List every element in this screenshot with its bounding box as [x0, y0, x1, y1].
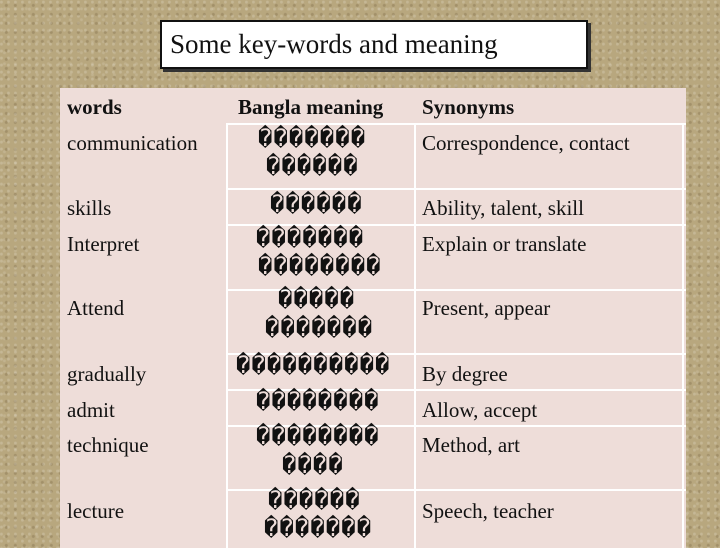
bangla-meaning-cell: ���� — [282, 451, 344, 479]
word-cell: Interpret — [67, 232, 140, 256]
word-cell: technique — [67, 433, 149, 457]
bangla-meaning-cell: ������� — [256, 224, 365, 252]
bangla-meaning-cell: �������� — [258, 252, 382, 280]
synonym-cell: Explain or translate — [422, 232, 587, 256]
synonym-cell: Correspondence, contact — [422, 131, 630, 155]
bangla-meaning-cell: ������ — [270, 190, 363, 218]
header-synonyms: Synonyms — [422, 95, 515, 119]
slide-title: Some key-words and meaning — [160, 20, 588, 69]
synonym-cell: Allow, accept — [422, 398, 538, 422]
header-bangla-meaning: Bangla meaning — [238, 95, 384, 119]
word-cell: gradually — [67, 362, 147, 386]
bangla-meaning-cell: ���������� — [236, 351, 391, 379]
word-cell: skills — [67, 196, 112, 220]
word-cell: lecture — [67, 499, 125, 523]
word-cell: admit — [67, 398, 115, 422]
bangla-meaning-cell: ������� — [265, 314, 374, 342]
synonym-cell: By degree — [422, 362, 508, 386]
bangla-meaning-cell: �������� — [256, 387, 380, 415]
synonym-cell: Method, art — [422, 433, 520, 457]
word-cell: communication — [67, 131, 198, 155]
synonym-cell: Present, appear — [422, 296, 551, 320]
bangla-meaning-cell: ����� — [278, 285, 356, 313]
bangla-meaning-cell: ������ — [266, 152, 359, 180]
synonym-cell: Ability, talent, skill — [422, 196, 584, 220]
column-divider — [414, 123, 416, 548]
column-divider — [226, 123, 228, 548]
synonym-cell: Speech, teacher — [422, 499, 554, 523]
bangla-meaning-cell: �������� — [256, 422, 380, 450]
column-divider — [682, 123, 684, 548]
bangla-meaning-cell: ������� — [258, 124, 367, 152]
word-cell: Attend — [67, 296, 125, 320]
header-words: words — [67, 95, 122, 119]
bangla-meaning-cell: ������ — [268, 486, 361, 514]
keywords-table — [60, 88, 686, 548]
bangla-meaning-cell: ������� — [264, 514, 373, 542]
